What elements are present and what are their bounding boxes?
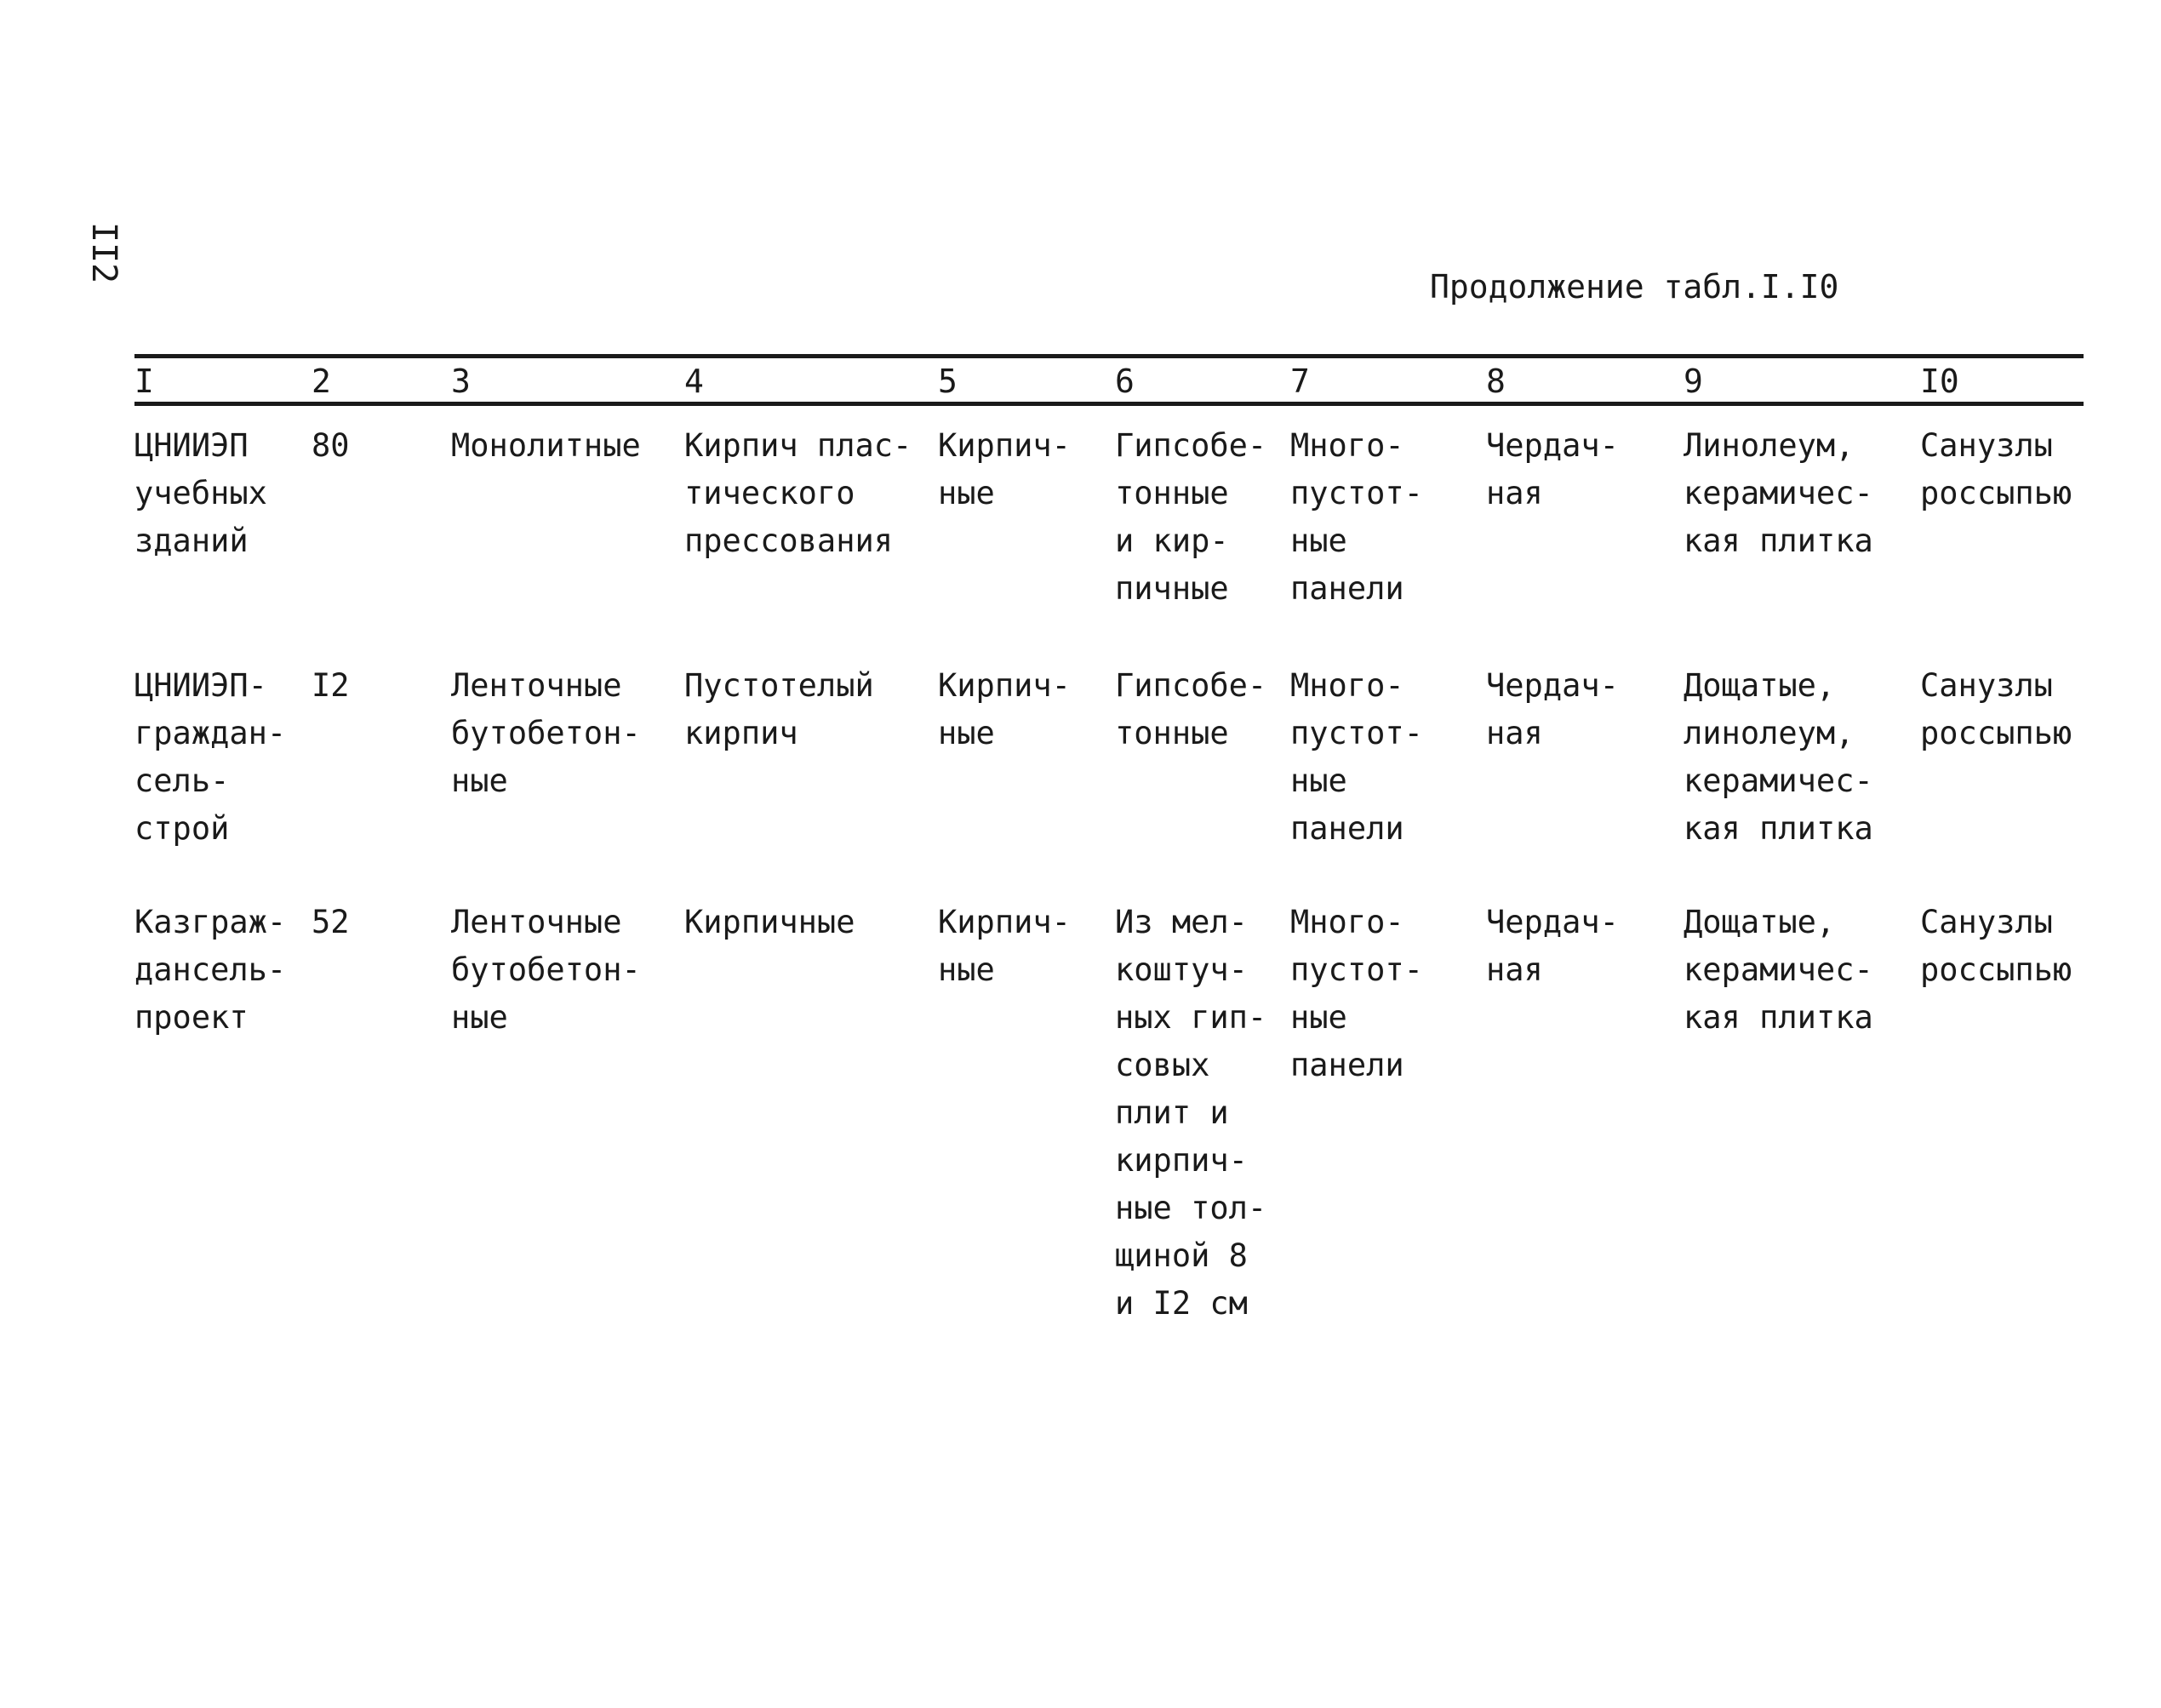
table-cell: Кирпич- ные [938, 904, 1071, 988]
table-cell: Санузлы россыпью [1920, 667, 2072, 751]
table-header-row [134, 361, 2084, 402]
table-cell: 52 [312, 904, 350, 940]
table-cell: Кирпичные [684, 904, 855, 940]
table-cell: Чердач- ная [1486, 427, 1619, 511]
column-header: 7 [1290, 363, 1310, 400]
column-header: 6 [1115, 363, 1135, 400]
table-cell: Монолитные [451, 427, 641, 464]
table-cell: Гипсобе- тонные и кир- пичные [1115, 427, 1267, 607]
page-number: II2 [84, 221, 123, 284]
table-cell: ЦНИИЭП учебных зданий [134, 427, 267, 559]
table-cell: Ленточные бутобетон- ные [451, 904, 641, 1036]
table-cell: Чердач- ная [1486, 667, 1619, 751]
table-cell: Ленточные бутобетон- ные [451, 667, 641, 799]
table-cell: Дощатые, керамичес- кая плитка [1684, 904, 1873, 1036]
table-cell: Кирпич плас- тического прессования [684, 427, 912, 559]
table-cell: 80 [312, 427, 350, 464]
table-caption: Продолжение табл.I.I0 [1430, 268, 1839, 306]
table-cell: Гипсобе- тонные [1115, 667, 1267, 751]
table-header-rule [134, 402, 2084, 406]
table-cell: Много- пустот- ные панели [1290, 904, 1423, 1083]
table-top-rule [134, 354, 2084, 358]
table-cell: Чердач- ная [1486, 904, 1619, 988]
table-cell: Казграж- дансель- проект [134, 904, 287, 1036]
table-cell: Линолеум, керамичес- кая плитка [1684, 427, 1873, 559]
table-cell: Из мел- коштуч- ных гип- совых плит и кирпич- ные тол- щиной 8 и I2 см [1115, 904, 1267, 1322]
table-cell: Кирпич- ные [938, 427, 1071, 511]
column-header: 5 [938, 363, 958, 400]
table-cell: Дощатые, линолеум, керамичес- кая плитка [1684, 667, 1873, 847]
column-header: I0 [1920, 363, 1959, 400]
table-cell: ЦНИИЭП- граждан- сель- строй [134, 667, 287, 847]
column-header: 8 [1486, 363, 1506, 400]
table-cell: Много- пустот- ные панели [1290, 427, 1423, 607]
column-header: 2 [312, 363, 331, 400]
table-cell: Много- пустот- ные панели [1290, 667, 1423, 847]
table-cell: Пустотелый кирпич [684, 667, 874, 751]
column-header: 3 [451, 363, 471, 400]
table-cell: Кирпич- ные [938, 667, 1071, 751]
column-header: I [134, 363, 154, 400]
column-header: 9 [1684, 363, 1703, 400]
table-cell: I2 [312, 667, 350, 704]
table-cell: Санузлы россыпью [1920, 904, 2072, 988]
column-header: 4 [684, 363, 704, 400]
table-cell: Санузлы россыпью [1920, 427, 2072, 511]
